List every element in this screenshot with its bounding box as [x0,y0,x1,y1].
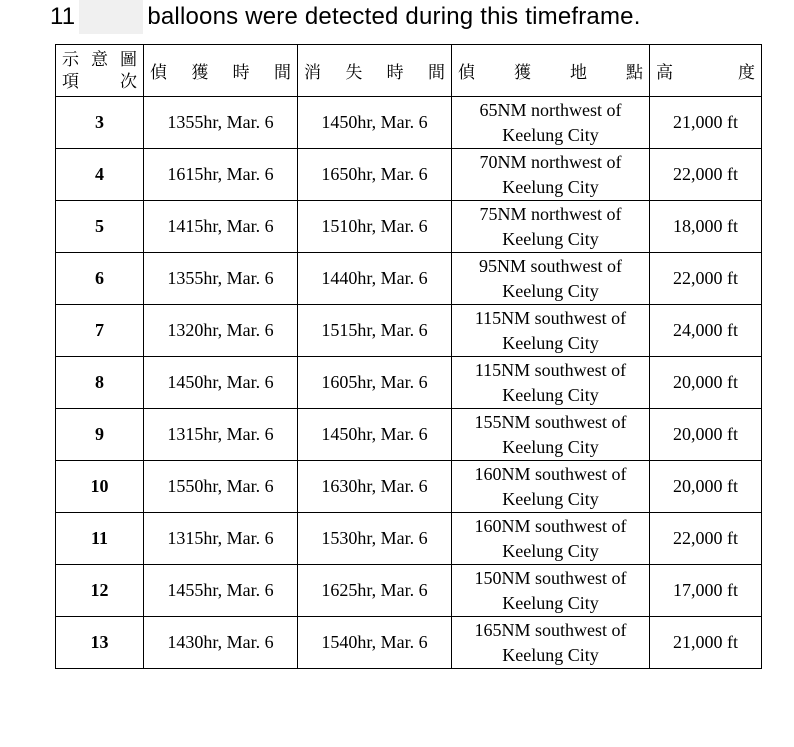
cell-disappeared-time: 1450hr, Mar. 6 [298,409,452,461]
cell-location [452,513,650,565]
location-line-1: 75NM northwest of [479,203,622,224]
location-line-1: 165NM southwest of [474,619,627,640]
table-row [56,617,762,669]
location-line-2: Keelung City [502,540,599,561]
header-altitude-label: 高度 [656,63,755,83]
location-line-2: Keelung City [502,176,599,197]
cell-altitude: 22,000 ft [650,253,762,305]
cell-location [452,305,650,357]
cell-location [452,461,650,513]
location-line-1: 115NM southwest of [474,359,627,380]
header-item-line2: 項 次 [62,71,137,92]
cell-detected-time: 1415hr, Mar. 6 [144,201,298,253]
cell-item: 6 [56,253,144,305]
table-row [56,97,762,149]
cell-location [452,357,650,409]
location-line-1: 160NM southwest of [474,463,627,484]
cell-detected-time: 1455hr, Mar. 6 [144,565,298,617]
cell-altitude: 20,000 ft [650,461,762,513]
cell-location [452,617,650,669]
table-body [56,97,762,669]
redaction-box [79,0,143,34]
cell-location [452,97,650,149]
header-detected-time [144,45,298,97]
cell-item: 3 [56,97,144,149]
cell-item: 5 [56,201,144,253]
cell-disappeared-time: 1650hr, Mar. 6 [298,149,452,201]
location-line-2: Keelung City [502,280,599,301]
table-row [56,253,762,305]
cell-item: 7 [56,305,144,357]
cell-disappeared-time: 1510hr, Mar. 6 [298,201,452,253]
balloon-count: 11 [50,3,76,30]
summary-heading [50,0,641,34]
cell-disappeared-time: 1540hr, Mar. 6 [298,617,452,669]
cell-altitude: 22,000 ft [650,513,762,565]
cell-detected-time: 1355hr, Mar. 6 [144,97,298,149]
location-line-1: 160NM southwest of [474,515,627,536]
header-disappeared-time [298,45,452,97]
location-line-1: 70NM northwest of [479,151,622,172]
balloon-detection-table [55,44,762,669]
location-line-2: Keelung City [502,124,599,145]
cell-altitude: 22,000 ft [650,149,762,201]
cell-detected-time: 1355hr, Mar. 6 [144,253,298,305]
cell-detected-time: 1450hr, Mar. 6 [144,357,298,409]
location-line-1: 95NM southwest of [479,255,622,276]
cell-disappeared-time: 1440hr, Mar. 6 [298,253,452,305]
cell-location [452,201,650,253]
header-item-line1: 示意圖 [62,49,137,70]
header-item [56,45,144,97]
table-row [56,201,762,253]
cell-item: 4 [56,149,144,201]
table-row [56,305,762,357]
location-line-2: Keelung City [502,384,599,405]
table-header-row [56,45,762,97]
cell-altitude: 20,000 ft [650,357,762,409]
cell-item: 8 [56,357,144,409]
location-line-1: 155NM southwest of [474,411,627,432]
table-row [56,357,762,409]
location-line-2: Keelung City [502,436,599,457]
cell-item: 9 [56,409,144,461]
cell-disappeared-time: 1605hr, Mar. 6 [298,357,452,409]
cell-detected-time: 1315hr, Mar. 6 [144,409,298,461]
location-line-1: 65NM northwest of [479,99,622,120]
cell-item: 10 [56,461,144,513]
cell-disappeared-time: 1450hr, Mar. 6 [298,97,452,149]
location-line-1: 150NM southwest of [474,567,627,588]
cell-location [452,149,650,201]
cell-detected-time: 1430hr, Mar. 6 [144,617,298,669]
summary-text: balloons were detected during this timeframe. [147,3,641,30]
header-location [452,45,650,97]
table-row [56,461,762,513]
cell-altitude: 24,000 ft [650,305,762,357]
cell-altitude: 20,000 ft [650,409,762,461]
cell-location [452,409,650,461]
table-row [56,149,762,201]
cell-detected-time: 1550hr, Mar. 6 [144,461,298,513]
cell-altitude: 17,000 ft [650,565,762,617]
location-line-2: Keelung City [502,592,599,613]
header-location-label: 偵獲地點 [458,63,643,83]
cell-detected-time: 1315hr, Mar. 6 [144,513,298,565]
location-line-2: Keelung City [502,228,599,249]
cell-item: 11 [56,513,144,565]
location-line-1: 115NM southwest of [474,307,627,328]
table-row [56,513,762,565]
cell-disappeared-time: 1625hr, Mar. 6 [298,565,452,617]
cell-altitude: 21,000 ft [650,97,762,149]
cell-item: 12 [56,565,144,617]
header-altitude [650,45,762,97]
cell-detected-time: 1615hr, Mar. 6 [144,149,298,201]
cell-location [452,253,650,305]
cell-altitude: 21,000 ft [650,617,762,669]
header-detected-time-label: 偵獲時間 [150,63,291,83]
cell-disappeared-time: 1515hr, Mar. 6 [298,305,452,357]
cell-item: 13 [56,617,144,669]
cell-location [452,565,650,617]
cell-disappeared-time: 1630hr, Mar. 6 [298,461,452,513]
location-line-2: Keelung City [502,332,599,353]
cell-altitude: 18,000 ft [650,201,762,253]
location-line-2: Keelung City [502,488,599,509]
location-line-2: Keelung City [502,644,599,665]
table-row [56,565,762,617]
header-disappeared-time-label: 消失時間 [304,63,445,83]
cell-detected-time: 1320hr, Mar. 6 [144,305,298,357]
table-row [56,409,762,461]
cell-disappeared-time: 1530hr, Mar. 6 [298,513,452,565]
